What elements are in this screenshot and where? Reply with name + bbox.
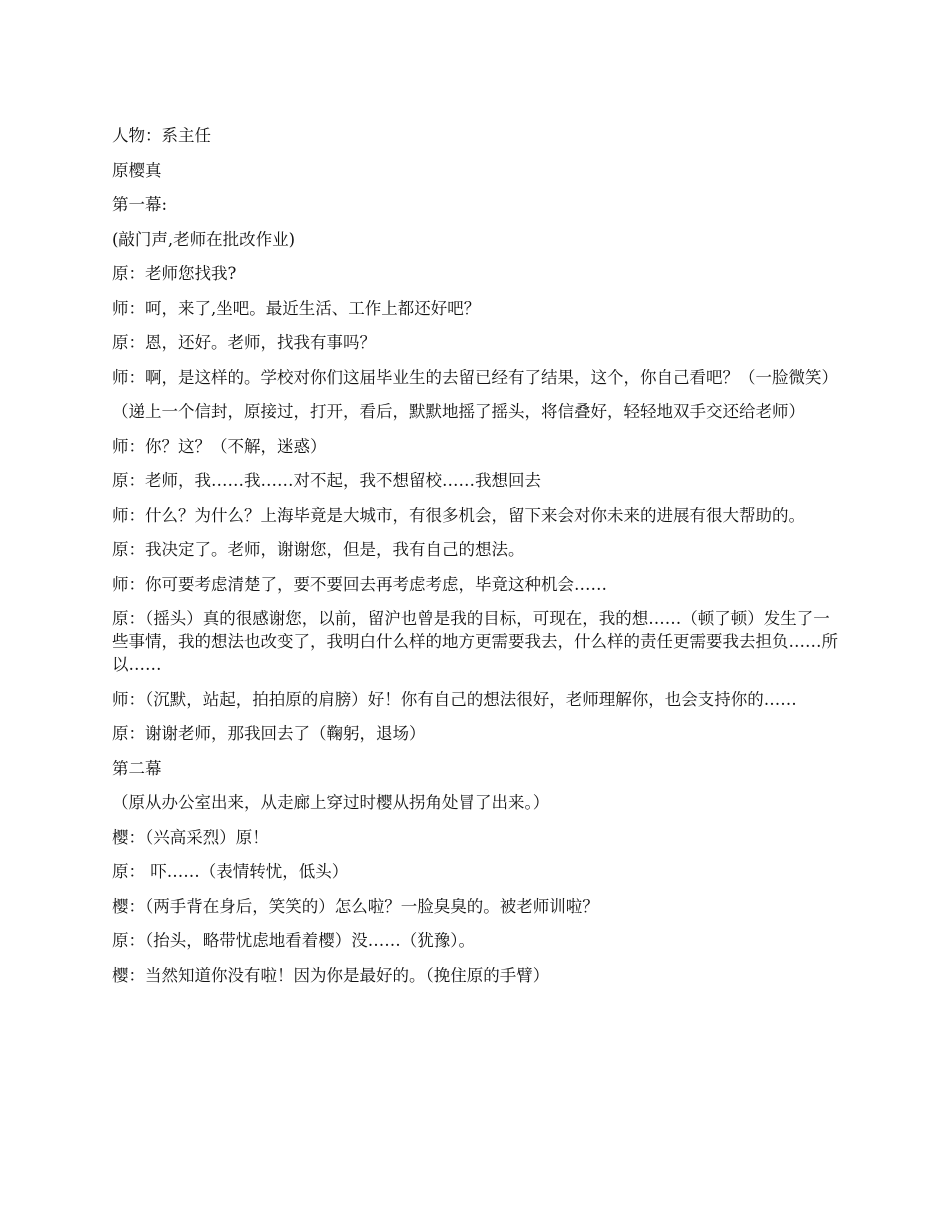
stage-direction: (敲门声,老师在批改作业)	[112, 229, 296, 249]
dialogue-line: 师：什么？为什么？上海毕竟是大城市，有很多机会，留下来会对你未来的进展有很大帮助的。	[112, 505, 805, 525]
cast-line: 人物：系主任	[112, 126, 211, 145]
dialogue-line: 原：老师，我……我……对不起，我不想留校……我想回去	[112, 471, 541, 490]
dialogue-line: 樱：（两手背在身后，笑笑的）怎么啦？一脸臭臭的。被老师训啦？	[112, 896, 599, 916]
dialogue-line: 师：呵，来了,坐吧。最近生活、工作上都还好吧？	[112, 298, 481, 318]
document-body	[112, 124, 842, 998]
stage-direction: （原从办公室出来，从走廊上穿过时樱从拐角处冒了出来。）	[112, 793, 550, 812]
dialogue-line: 原：恩，还好。老师，找我有事吗？	[112, 333, 376, 352]
dialogue-line: 原：（抬头，略带忧虑地看着樱）没……（犹豫）。	[112, 931, 475, 950]
dialogue-line: 樱：（兴高采烈）原！	[112, 827, 269, 847]
dialogue-line: 师：（沉默，站起，拍拍原的肩膀）好！你有自己的想法很好，老师理解你，也会支持你的……	[112, 689, 797, 709]
dialogue-line: 樱：当然知道你没有啦！因为你是最好的。（挽住原的手臂）	[112, 965, 550, 985]
dialogue-line: 师：你可要考虑清楚了，要不要回去再考虑考虑，毕竟这种机会……	[112, 574, 607, 594]
act-two-heading: 第二幕	[112, 758, 162, 778]
dialogue-line: 原：老师您找我?	[112, 264, 237, 283]
dialogue-line: 原：（摇头）真的很感谢您，以前，留沪也曾是我的目标，可现在，我的想……（顿了顿）发生了一些事情，我的想法也改变了，我明白什么样的地方更需要我去，什么样的责任更需要我去担负……所以……	[112, 609, 838, 674]
cast-names: 原樱真	[112, 160, 162, 180]
act-one-heading: 第一幕:	[112, 195, 168, 214]
stage-direction: （递上一个信封，原接过，打开，看后，默默地摇了摇头，将信叠好，轻轻地双手交还给老师）	[112, 402, 805, 421]
dialogue-line: 原：谢谢老师，那我回去了（鞠躬，退场）	[112, 724, 426, 743]
dialogue-line: 师：你？这？（不解，迷惑）	[112, 436, 327, 456]
dialogue-line: 师：啊，是这样的。学校对你们这届毕业生的去留已经有了结果，这个，你自己看吧？（一脸微笑）	[112, 367, 838, 387]
dialogue-line: 原： 吓……（表情转忧，低头）	[112, 862, 349, 881]
dialogue-line: 原：我决定了。老师，谢谢您，但是，我有自己的想法。	[112, 540, 525, 559]
